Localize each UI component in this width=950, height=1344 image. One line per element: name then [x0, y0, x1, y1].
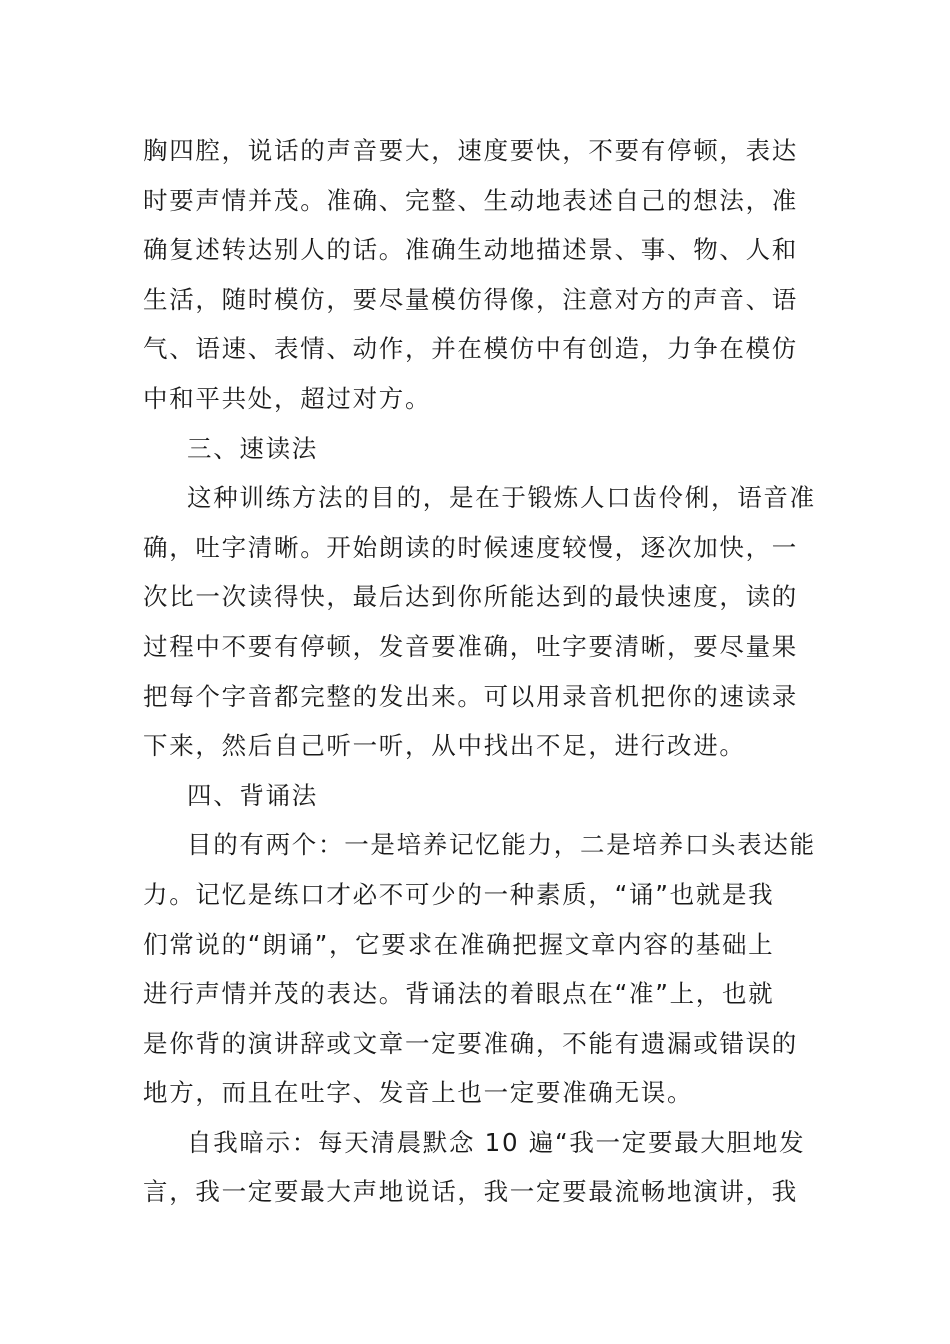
text-line: 下来，然后自己听一听，从中找出不足，进行改进。 — [143, 731, 746, 761]
section-heading: 四、背诵法 — [187, 780, 318, 810]
text-line: 力。记忆是练口才必不可少的一种素质，“诵”也就是我 — [143, 879, 775, 909]
text-line: 目的有两个：一是培养记忆能力，二是培养口头表达能 — [187, 830, 816, 860]
text-line: 把每个字音都完整的发出来。可以用录音机把你的速读录 — [143, 681, 798, 711]
text-line: 们常说的“朗诵”，它要求在准确把握文章内容的基础上 — [143, 929, 775, 959]
text-line: 中和平共处，超过对方。 — [143, 383, 432, 413]
text-line: 言，我一定要最大声地说话，我一定要最流畅地演讲，我 — [143, 1177, 798, 1207]
body-text — [143, 126, 816, 1217]
text-line: 这种训练方法的目的，是在于锻炼人口齿伶俐，语音准 — [187, 483, 816, 513]
text-line: 时要声情并茂。准确、完整、生动地表述自己的想法，准 — [143, 185, 798, 215]
text-line: 是你背的演讲辞或文章一定要准确，不能有遗漏或错误的 — [143, 1028, 798, 1058]
text-line: 确，吐字清晰。开始朗读的时候速度较慢，逐次加快，一 — [143, 532, 798, 562]
text-line: 进行声情并茂的表达。背诵法的着眼点在“准”上，也就 — [143, 979, 775, 1009]
text-line: 过程中不要有停顿，发音要准确，吐字要清晰，要尽量果 — [143, 631, 798, 661]
text-line: 气、语速、表情、动作，并在模仿中有创造，力争在模仿 — [143, 334, 798, 364]
section-heading: 三、速读法 — [187, 433, 318, 463]
text-line: 地方，而且在吐字、发音上也一定要准确无误。 — [143, 1078, 694, 1108]
text-line: 确复述转达别人的话。准确生动地描述景、事、物、人和 — [143, 235, 798, 265]
text-line: 生活，随时模仿，要尽量模仿得像，注意对方的声音、语 — [143, 284, 798, 314]
text-line: 自我暗示：每天清晨默念 10 遍“我一定要最大胆地发 — [187, 1127, 806, 1157]
text-line: 胸四腔，说话的声音要大，速度要快，不要有停顿，表达 — [143, 136, 798, 165]
text-line: 次比一次读得快，最后达到你所能达到的最快速度，读的 — [143, 582, 798, 612]
